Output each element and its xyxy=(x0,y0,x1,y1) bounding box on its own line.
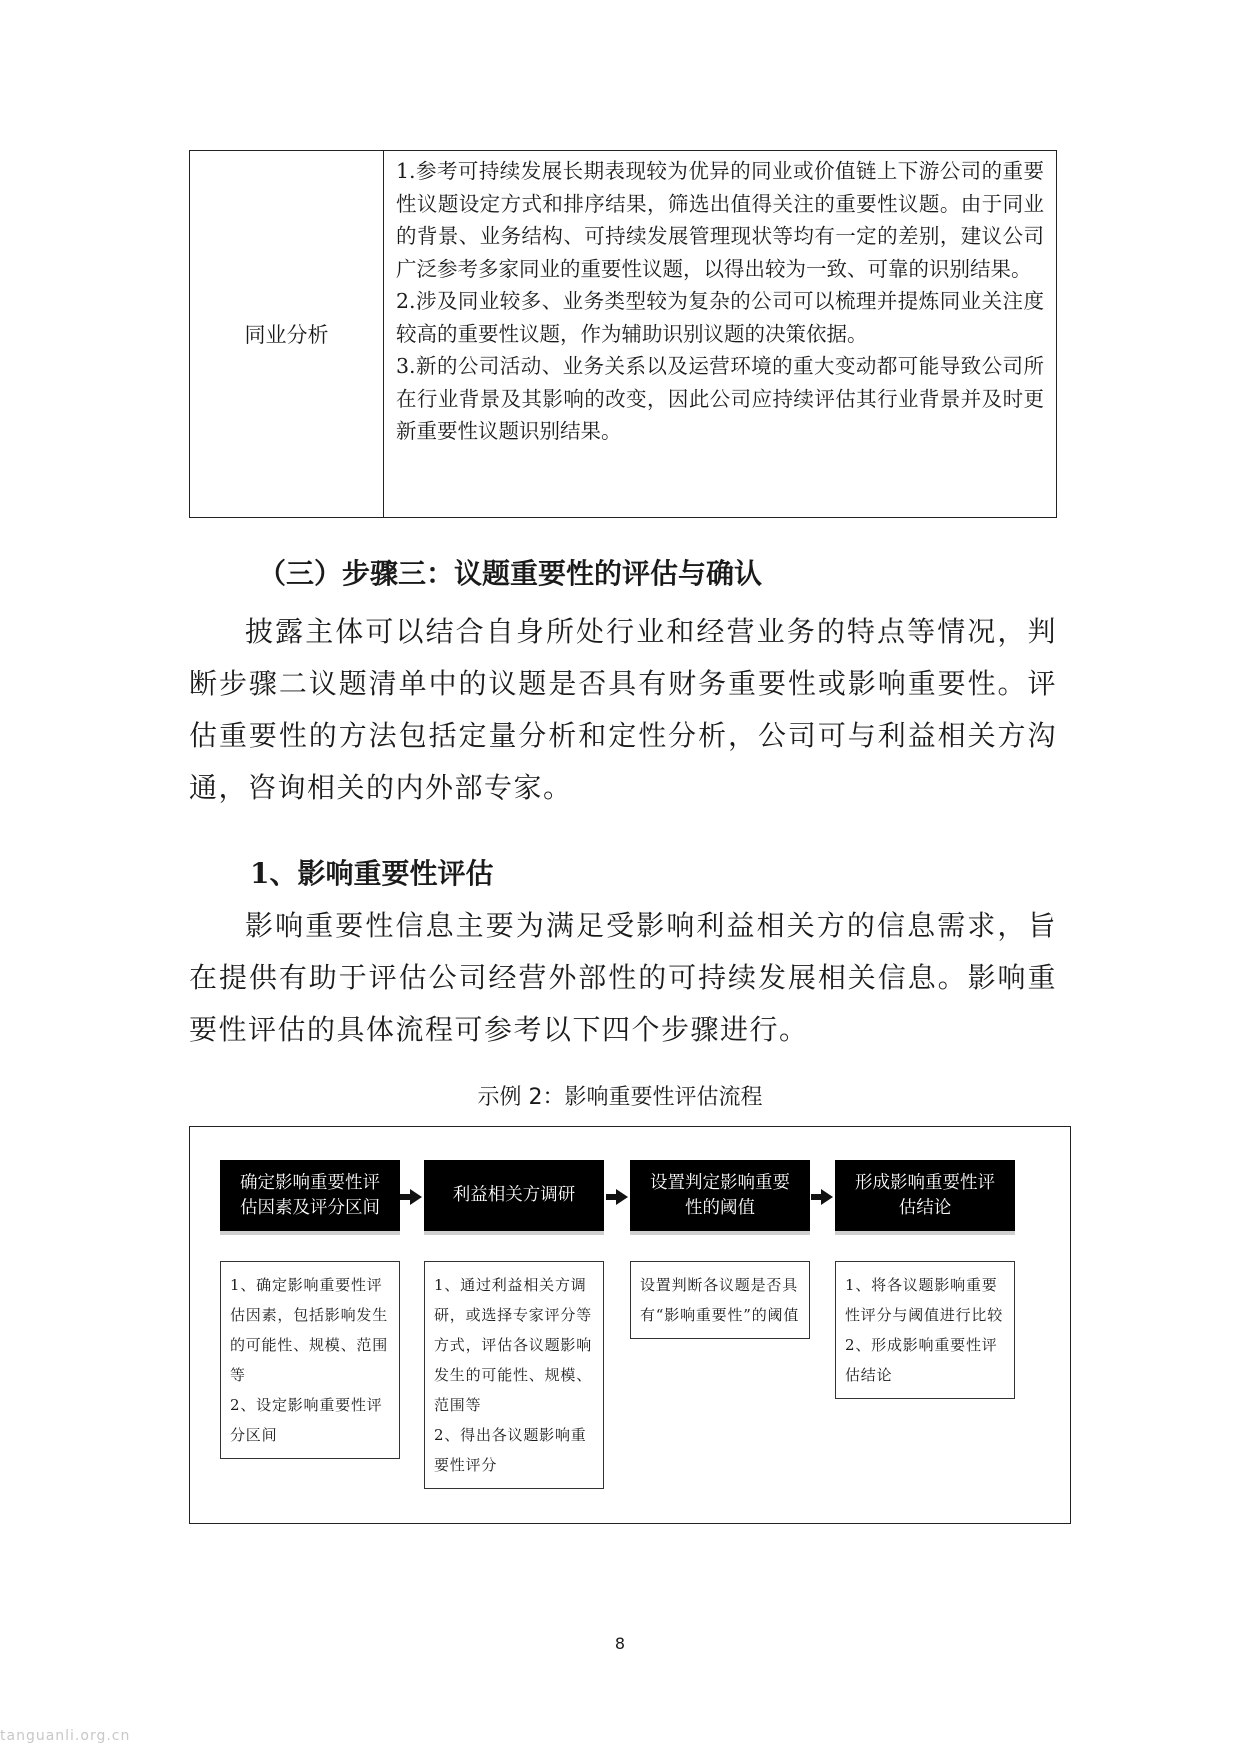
figure-caption: 示例 2：影响重要性评估流程 xyxy=(477,1085,763,1110)
detail-text: 2、设定影响重要性评分区间 xyxy=(230,1396,383,1444)
detail-text: 1、通过利益相关方调研，或选择专家评分等方式，评估各议题影响发生的可能性、规模、范围等 xyxy=(434,1276,593,1414)
detail-text: 1、确定影响重要性评估因素，包括影响发生的可能性、规模、范围等 xyxy=(230,1276,389,1384)
flow-step-3-details xyxy=(630,1261,810,1339)
section-heading: （三）步骤三：议题重要性的评估与确认 xyxy=(258,557,763,590)
impact-materiality-flowchart xyxy=(189,1126,1071,1524)
peer-analysis-table xyxy=(189,150,1057,518)
table-item-2: 2.涉及同业较多、业务类型较为复杂的公司可以梳理并提炼同业关注度较高的重要性议题，作为辅助识别议题的决策依据。 xyxy=(396,289,1044,346)
page-number: 8 xyxy=(614,1634,626,1653)
flow-step-2-details xyxy=(424,1261,604,1489)
detail-text: 设置判断各议题是否具有“影响重要性”的阈值 xyxy=(640,1276,800,1324)
body-paragraph-1: 披露主体可以结合自身所处行业和经营业务的特点等情况，判断步骤二议题清单中的议题是否具有财务重要性或影响重要性。评估重要性的方法包括定量分析和定性分析，公司可与利益相关方沟通，咨询相关的内外部专家。 xyxy=(189,615,1057,804)
detail-text: 2、形成影响重要性评估结论 xyxy=(845,1336,998,1384)
flow-step-3: 设置判定影响重要性的阈值 xyxy=(630,1160,810,1235)
table-item-1: 1.参考可持续发展长期表现较为优异的同业或价值链上下游公司的重要性议题设定方式和排序结果，筛选出值得关注的重要性议题。由于同业的背景、业务结构、可持续发展管理现状等均有一定的差别，建议公司广泛参考多家同业的重要性议题，以得出较为一致、可靠的识别结果。 xyxy=(396,159,1044,281)
detail-text: 1、将各议题影响重要性评分与阈值进行比较 xyxy=(845,1276,1004,1324)
table-row-content xyxy=(384,151,1056,517)
subsection-heading: 1、影响重要性评估 xyxy=(250,857,494,890)
body-paragraph-2: 影响重要性信息主要为满足受影响利益相关方的信息需求，旨在提供有助于评估公司经营外部性的可持续发展相关信息。影响重要性评估的具体流程可参考以下四个步骤进行。 xyxy=(189,909,1057,1046)
flow-step-1: 确定影响重要性评估因素及评分区间 xyxy=(220,1160,400,1235)
table-item-3: 3.新的公司活动、业务关系以及运营环境的重大变动都可能导致公司所在行业背景及其影响的改变，因此公司应持续评估其行业背景并及时更新重要性议题识别结果。 xyxy=(396,354,1044,443)
flow-step-2: 利益相关方调研 xyxy=(424,1160,604,1235)
arrow-right-icon xyxy=(821,1189,833,1205)
detail-text: 2、得出各议题影响重要性评分 xyxy=(434,1426,587,1474)
arrow-right-icon xyxy=(616,1189,628,1205)
flow-step-1-details xyxy=(220,1261,400,1459)
arrow-right-icon xyxy=(410,1189,422,1205)
table-row-label: 同业分析 xyxy=(190,151,384,517)
flow-step-4: 形成影响重要性评估结论 xyxy=(835,1160,1015,1235)
flow-step-4-details xyxy=(835,1261,1015,1399)
watermark: tanguanli.org.cn xyxy=(0,1728,131,1744)
